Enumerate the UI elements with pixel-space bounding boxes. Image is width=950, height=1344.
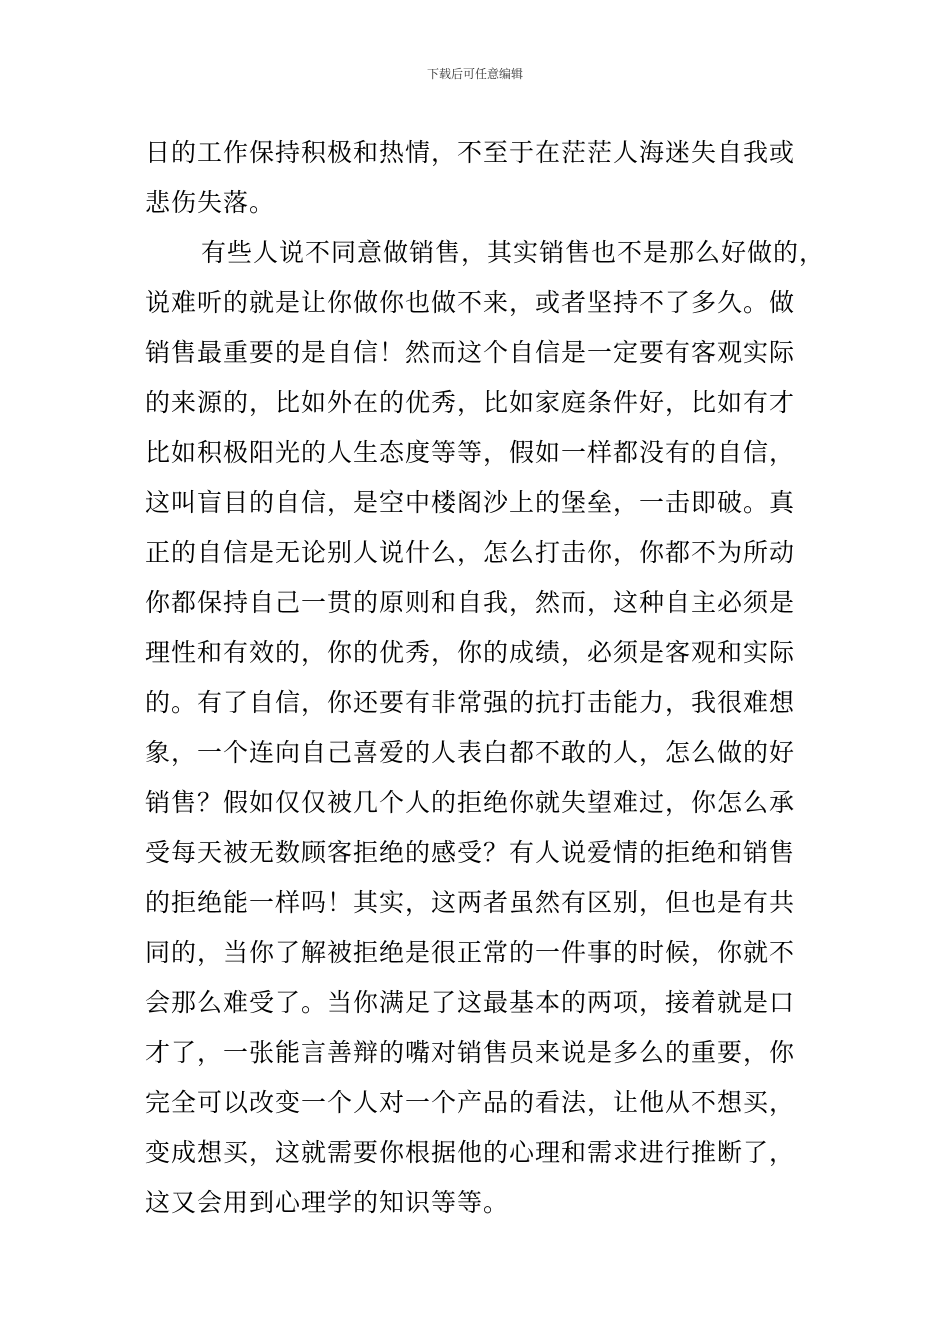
text-line: 完全可以改变一个人对一个产品的看法，让他从不想买， [145, 1088, 796, 1117]
text-line: 的拒绝能一样吗！其实，这两者虽然有区别，但也是有共 [145, 888, 796, 917]
text-line: 变成想买，这就需要你根据他的心理和需求进行推断了， [145, 1138, 796, 1167]
text-line: 这又会用到心理学的知识等等。 [145, 1188, 510, 1217]
text-line: 悲伤失落。 [145, 188, 276, 217]
text-line: 销售最重要的是自信！然而这个自信是一定要有客观实际 [145, 338, 796, 367]
text-line: 日的工作保持积极和热情，不至于在茫茫人海迷失自我或 [145, 138, 796, 167]
text-line: 理性和有效的，你的优秀，你的成绩，必须是客观和实际 [145, 638, 796, 667]
text-line: 的。有了自信，你还要有非常强的抗打击能力，我很难想 [145, 688, 796, 717]
text-line: 才了，一张能言善辩的嘴对销售员来说是多么的重要，你 [145, 1038, 796, 1067]
text-line: 这叫盲目的自信，是空中楼阁沙上的堡垒，一击即破。真 [145, 488, 796, 517]
page-header: 下载后可任意编辑 [426, 67, 523, 81]
document-body [145, 128, 835, 1228]
text-line: 正的自信是无论别人说什么，怎么打击你，你都不为所动 [145, 538, 796, 567]
text-line: 的来源的，比如外在的优秀，比如家庭条件好，比如有才 [145, 388, 796, 417]
text-line: 比如积极阳光的人生态度等等，假如一样都没有的自信， [145, 438, 796, 467]
paragraph-first-line: 有些人说不同意做销售，其实销售也不是那么好做的， [201, 238, 826, 267]
text-line: 受每天被无数顾客拒绝的感受？有人说爱情的拒绝和销售 [145, 838, 796, 867]
text-line: 会那么难受了。当你满足了这最基本的两项，接着就是口 [145, 988, 796, 1017]
text-line: 象，一个连向自己喜爱的人表白都不敢的人，怎么做的好 [145, 738, 796, 767]
text-line: 你都保持自己一贯的原则和自我，然而，这种自主必须是 [145, 588, 796, 617]
text-line: 同的，当你了解被拒绝是很正常的一件事的时候，你就不 [145, 938, 796, 967]
text-line: 说难听的就是让你做你也做不来，或者坚持不了多久。做 [145, 288, 796, 317]
text-line: 销售？假如仅仅被几个人的拒绝你就失望难过，你怎么承 [145, 788, 796, 817]
